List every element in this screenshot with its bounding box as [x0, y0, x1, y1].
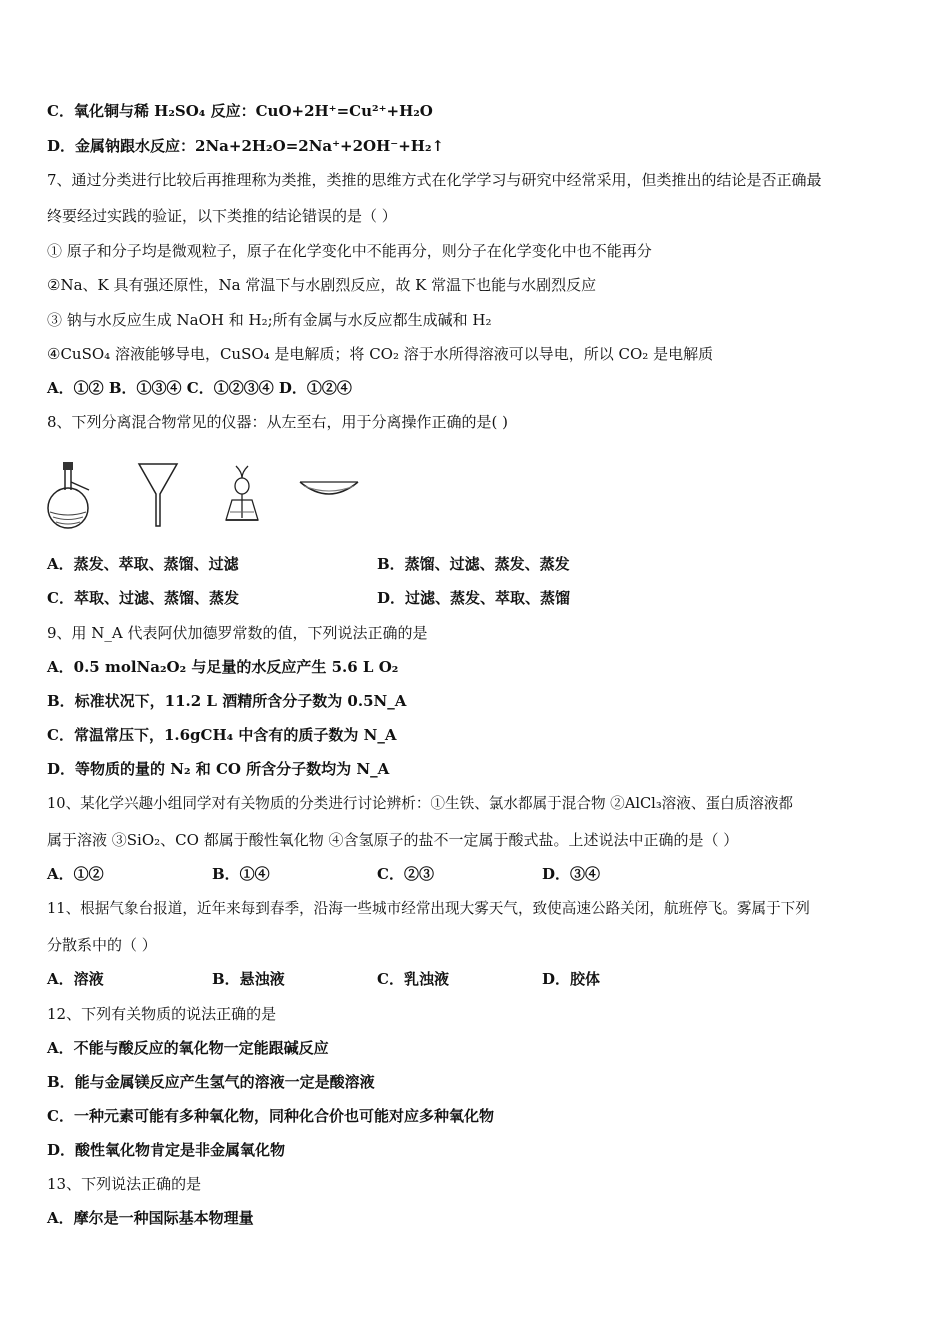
q7-options: A．①② B．①③④ C．①②③④ D．①②④: [47, 379, 352, 397]
q7-statement-4: ④CuSO₄ 溶液能够导电，CuSO₄ 是电解质；将 CO₂ 溶于水所得溶液可以导电，所以 CO₂ 是电解质: [47, 345, 714, 363]
q7-statement-3: ③ 钠与水反应生成 NaOH 和 H₂;所有金属与水反应都生成碱和 H₂: [47, 311, 492, 329]
q12-option-a: A．不能与酸反应的氧化物一定能跟碱反应: [47, 1039, 329, 1057]
q9-option-b: B．标准状况下，11.2 L 酒精所含分子数为 0.5N_A: [47, 692, 407, 710]
q11-stem-line2: 分散系中的（ ）: [47, 936, 157, 954]
q8-option-a: A．蒸发、萃取、蒸馏、过滤: [47, 555, 239, 573]
q10-option-b: B．①④: [212, 865, 270, 883]
q8-option-c: C．萃取、过滤、蒸馏、蒸发: [47, 589, 239, 607]
q13-option-a: A．摩尔是一种国际基本物理量: [47, 1209, 254, 1227]
q12-option-d: D．酸性氧化物肯定是非金属氧化物: [47, 1141, 286, 1159]
q11-option-b: B．悬浊液: [212, 970, 285, 988]
q11-option-d: D．胶体: [542, 970, 601, 988]
q8-option-b: B．蒸馏、过滤、蒸发、蒸发: [377, 555, 570, 573]
evaporating-dish-image: [298, 474, 360, 504]
q11-option-c: C．乳浊液: [377, 970, 449, 988]
q10-option-a: A．①②: [47, 865, 104, 883]
q12-stem: 12、下列有关物质的说法正确的是: [47, 1005, 277, 1023]
separatory-apparatus-image: [218, 462, 266, 526]
q9-option-a: A．0.5 molNa₂O₂ 与足量的水反应产生 5.6 L O₂: [47, 658, 399, 676]
q8-option-d: D．过滤、蒸发、萃取、蒸馏: [377, 589, 571, 607]
q13-stem: 13、下列说法正确的是: [47, 1175, 202, 1193]
q6-option-d: D．金属钠跟水反应：2Na+2H₂O=2Na⁺+2OH⁻+H₂↑: [47, 137, 445, 155]
q11-stem-line1: 11、根据气象台报道，近年来每到春季，沿海一些城市经常出现大雾天气，致使高速公路关闭，航班停飞。雾属于下列: [47, 900, 810, 917]
q12-option-c: C．一种元素可能有多种氧化物，同种化合价也可能对应多种氧化物: [47, 1107, 494, 1125]
q7-stem-line1: 7、通过分类进行比较后再推理称为类推，类推的思维方式在化学学习与研究中经常采用，但类推出的结论是否正确最: [47, 171, 822, 189]
q10-option-c: C．②③: [377, 865, 434, 883]
q9-stem: 9、用 N_A 代表阿伏加德罗常数的值，下列说法正确的是: [47, 624, 428, 642]
q7-stem-line2: 终要经过实践的验证，以下类推的结论错误的是（ ）: [47, 207, 397, 225]
q10-option-d: D．③④: [542, 865, 601, 883]
funnel-image: [137, 460, 179, 530]
q6-option-c: C．氧化铜与稀 H₂SO₄ 反应：CuO+2H⁺=Cu²⁺+H₂O: [47, 102, 433, 120]
q7-statement-1: ① 原子和分子均是微观粒子，原子在化学变化中不能再分，则分子在化学变化中也不能再分: [47, 242, 652, 260]
q9-option-c: C．常温常压下，1.6gCH₄ 中含有的质子数为 N_A: [47, 726, 397, 744]
q9-option-d: D．等物质的量的 N₂ 和 CO 所含分子数均为 N_A: [47, 760, 390, 778]
q8-stem: 8、下列分离混合物常见的仪器：从左至右，用于分离操作正确的是( ): [47, 413, 509, 431]
q12-option-b: B．能与金属镁反应产生氢气的溶液一定是酸溶液: [47, 1073, 375, 1091]
distillation-flask-image: [45, 460, 95, 532]
q11-option-a: A．溶液: [47, 970, 104, 988]
q7-statement-2: ②Na、K 具有强还原性，Na 常温下与水剧烈反应，故 K 常温下也能与水剧烈反应: [47, 276, 597, 294]
q10-stem-line2: 属于溶液 ③SiO₂、CO 都属于酸性氧化物 ④含氢原子的盐不一定属于酸式盐。上述说法中正确的是（ ）: [47, 831, 739, 849]
q10-stem-line1: 10、某化学兴趣小组同学对有关物质的分类进行讨论辨析：①生铁、氯水都属于混合物 ②AlCl₃溶液、蛋白质溶液都: [47, 795, 794, 812]
